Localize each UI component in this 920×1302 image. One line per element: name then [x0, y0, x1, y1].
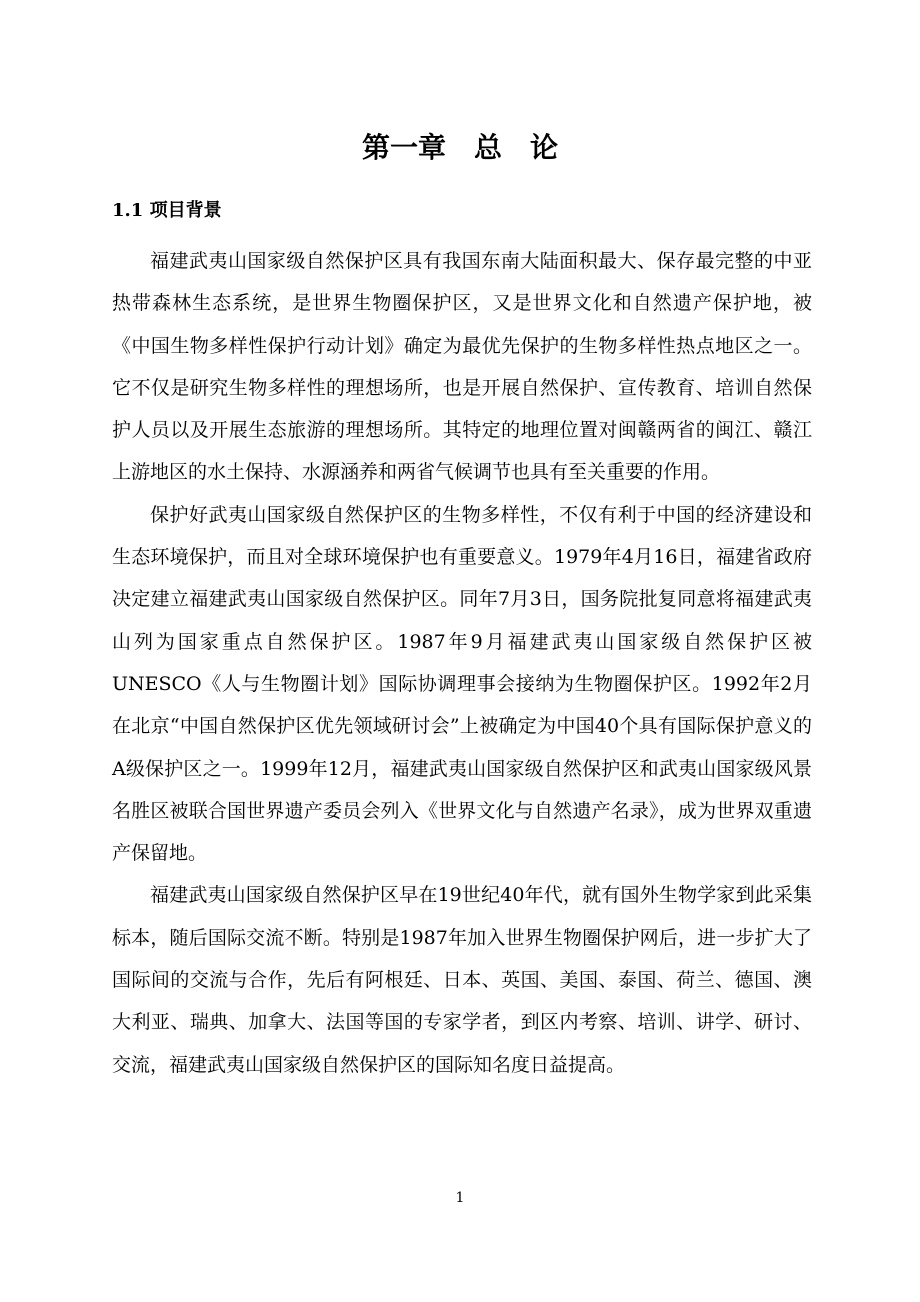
chapter-title: 第一章 总 论 — [361, 131, 558, 164]
paragraph-2: 保护好武夷山国家级自然保护区的生物多样性，不仅有利于中国的经济建设和生态环境保护，而且对全球环境保护也有重要意义。1979年4月16日，福建省政府决定建立福建武夷山国家级自然保护区。同年7月3日，国务院批复同意将福建武夷山列为国家重点自然保护区。1987年9月福建武夷山国家级自然保护区被UNESCO《人与生物圈计划》国际协调理事会接纳为生物圈保护区。1992年2月在北京“中国自然保护区优先领域研讨会”上被确定为中国40个具有国际保护意义的A级保护区之一。1999年12月，福建武夷山国家级自然保护区和武夷山国家级风景名胜区被联合国世界遗产委员会列入《世界文化与自然遗产名录》，成为世界双重遗产保留地。 — [112, 503, 812, 865]
paragraph-3: 福建武夷山国家级自然保护区早在19世纪40年代，就有国外生物学家到此采集标本，随后国际交流不断。特别是1987年加入世界生物圈保护网后，进一步扩大了国际间的交流与合作，先后有阿根廷、日本、英国、美国、泰国、荷兰、德国、澳大利亚、瑞典、加拿大、法国等国的专家学者，到区内考察、培训、讲学、研讨、交流，福建武夷山国家级自然保护区的国际知名度日益提高。 — [112, 884, 812, 1076]
page-number: 1 — [455, 1190, 465, 1206]
body-text — [112, 240, 812, 1086]
section-heading: 1.1 项目背景 — [112, 200, 222, 221]
paragraph-1: 福建武夷山国家级自然保护区具有我国东南大陆面积最大、保存最完整的中亚热带森林生态系统，是世界生物圈保护区，又是世界文化和自然遗产保护地，被《中国生物多样性保护行动计划》确定为最优先保护的生物多样性热点地区之一。它不仅是研究生物多样性的理想场所，也是开展自然保护、宣传教育、培训自然保护人员以及开展生态旅游的理想场所。其特定的地理位置对闽赣两省的闽江、赣江上游地区的水土保持、水源涵养和两省气候调节也具有至关重要的作用。 — [112, 250, 812, 484]
